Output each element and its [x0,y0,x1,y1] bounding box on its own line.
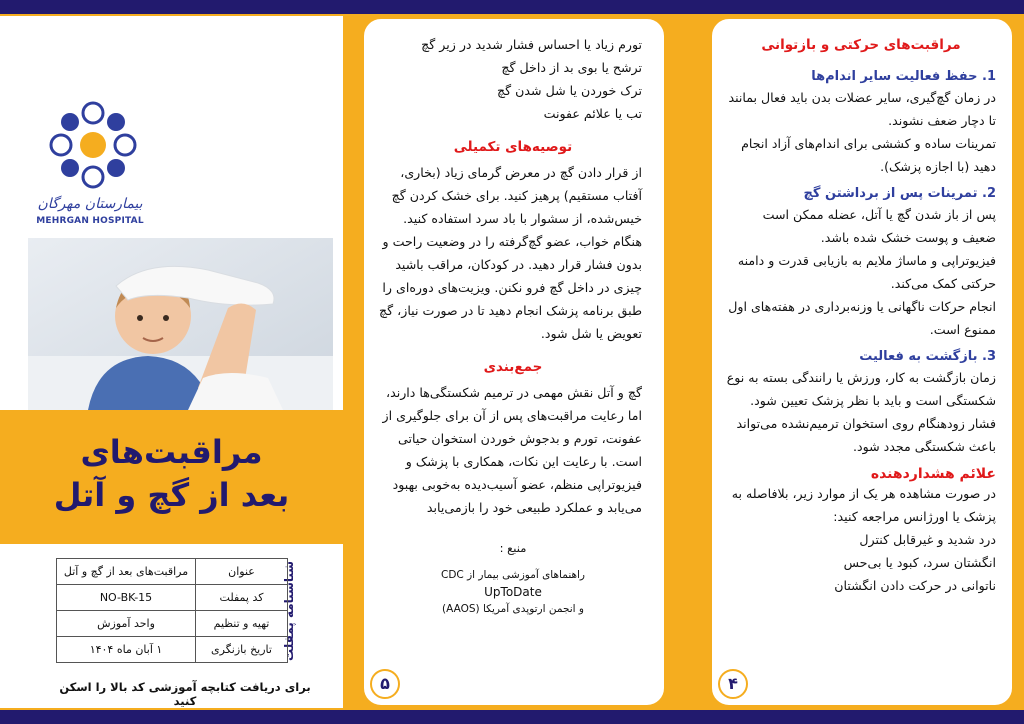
section-1-title: 1. حفظ فعالیت سایر اندام‌ها [811,69,996,84]
right-panel [709,16,1015,708]
section-2-text [726,203,996,341]
list-item: ناتوانی در حرکت دادن انگشتان [834,578,996,593]
paragraph: فیزیوتراپی و ماساژ ملایم به بازیابی قدرت و دامنه حرکتی کمک می‌کند. [737,253,996,291]
summary-heading: جمع‌بندی [483,359,543,375]
cover-title-box [0,410,343,544]
table-row [57,637,288,663]
page-number-4: ۴ [718,669,748,699]
paragraph: تمرینات ساده و کششی برای اندام‌های آزاد انجام دهید (با اجازه پزشک). [741,136,996,174]
section-3-text: زمان بازگشت به کار، ورزش یا رانندگی بسته به نوع شکستگی است و باید با نظر پزشک تعیین شود. فشار زودهنگام روی استخوان ترمیم‌نشده می‌تواند باعث شکستگی مجدد شود. [726,370,996,454]
cover-title-line1: مراقبت‌های [80,433,263,471]
qr-scan-note: برای دریافت کتابچه آموزشی کد بالا را اسکن کنید [59,680,311,708]
section-3-title: 3. بازگشت به فعالیت [859,349,996,364]
list-item: تب یا علائم عفونت [543,106,642,121]
table-row [57,559,288,585]
id-key-cell: تهیه و تنظیم [196,611,288,637]
id-value-cell: ۱ آبان ماه ۱۴۰۴ [57,637,196,663]
section-2-title: 2. تمرینات پس از برداشتن گچ [803,186,996,201]
list-item: تورم زیاد یا احساس فشار شدید در زیر گچ [421,37,642,52]
hospital-name-persian: بیمارستان مهرگان [37,196,143,212]
table-row [57,611,288,637]
id-key-cell: تاریخ بازنگری [196,637,288,663]
hospital-name-english: MEHRGAN HOSPITAL [36,216,144,226]
bottom-navy-band [0,710,1024,724]
source-line: و انجمن ارتوپدی آمریکا (AAOS) [442,603,584,615]
paragraph: انجام حرکات ناگهانی یا وزنه‌برداری در هفته‌های اول ممنوع است. [728,299,996,337]
list-item: ترک خوردن یا شل شدن گچ [497,83,642,98]
page-number-5: ۵ [370,669,400,699]
id-value-cell: مراقبت‌های بعد از گچ و آتل [57,559,196,585]
id-value-cell: NO-BK-15 [57,585,196,611]
sources-block [378,541,648,618]
cover-title-line2: بعد از گچ و آتل [53,476,290,514]
source-line: UpToDate [484,585,542,599]
warning-signs-text [726,482,996,597]
id-key-cell: کد پمفلت [196,585,288,611]
summary-text: گچ و آتل نقش مهمی در ترمیم شکستگی‌ها دارند، اما رعایت مراقبت‌های پس از آن برای جلوگیری از عفونت، تورم و بدجوش خوردن استخوان حیاتی است. با رعایت این نکات، همکاری با پزشک و فیزیوتراپی منظم، عضو آسیب‌دیده به‌خوبی بهبود می‌یابد و عملکرد طبیعی خود را بازمی‌یابد [382,385,642,515]
list-item: انگشتان سرد، کبود یا بی‌حس [843,555,996,570]
warning-continuation-list [378,33,648,125]
paragraph: پس از باز شدن گچ یا آتل، عضله ممکن است ضعیف و پوست خشک شده باشد. [762,207,996,245]
table-row [57,585,288,611]
pamphlet-id-table [56,558,288,663]
paragraph: در زمان گچ‌گیری، سایر عضلات بدن باید فعال بمانند تا دچار ضعف نشوند. [728,90,996,128]
id-value-cell: واحد آموزش [57,611,196,637]
tips-text: از قرار دادن گچ در معرض گرمای زیاد (بخاری، آفتاب مستقیم) پرهیز کنید. برای خشک کردن گچ خیس‌شده، از سشوار با باد سرد استفاده کنید. هنگام خواب، عضو گچ‌گرفته را در وضعیت راحت و بدون فشار قرار دهید. در کودکان، مراقب باشید چیزی در داخل گچ فرو نکنن. ویزیت‌های دوره‌ای را طبق برنامه پزشک انجام دهید تا در صورت نیاز، گچ تعویض یا شل شود. [379,165,642,341]
hospital-logo-icon [48,100,138,190]
middle-panel [361,16,667,708]
list-item: درد شدید و غیرقابل کنترل [859,532,996,547]
list-item: ترشح یا بوی بد از داخل گچ [501,60,642,75]
cover-panel [0,16,343,708]
rehab-heading: مراقبت‌های حرکتی و بازتوانی [761,37,961,53]
section-1-text [726,86,996,178]
tips-heading: توصیه‌های تکمیلی [453,139,573,155]
source-line: راهنماهای آموزشی بیمار از CDC [440,569,586,581]
warning-signs-heading: علائم هشداردهنده [870,466,996,482]
id-key-cell: عنوان [196,559,288,585]
paragraph: در صورت مشاهده هر یک از موارد زیر، بلافاصله به پزشک یا اورژانس مراجعه کنید: [731,486,996,524]
id-card-label: شناسنامه پمفلت [282,560,296,662]
child-with-cast-photo [28,238,333,410]
source-label: منبع : [499,541,527,555]
top-navy-band [0,0,1024,14]
